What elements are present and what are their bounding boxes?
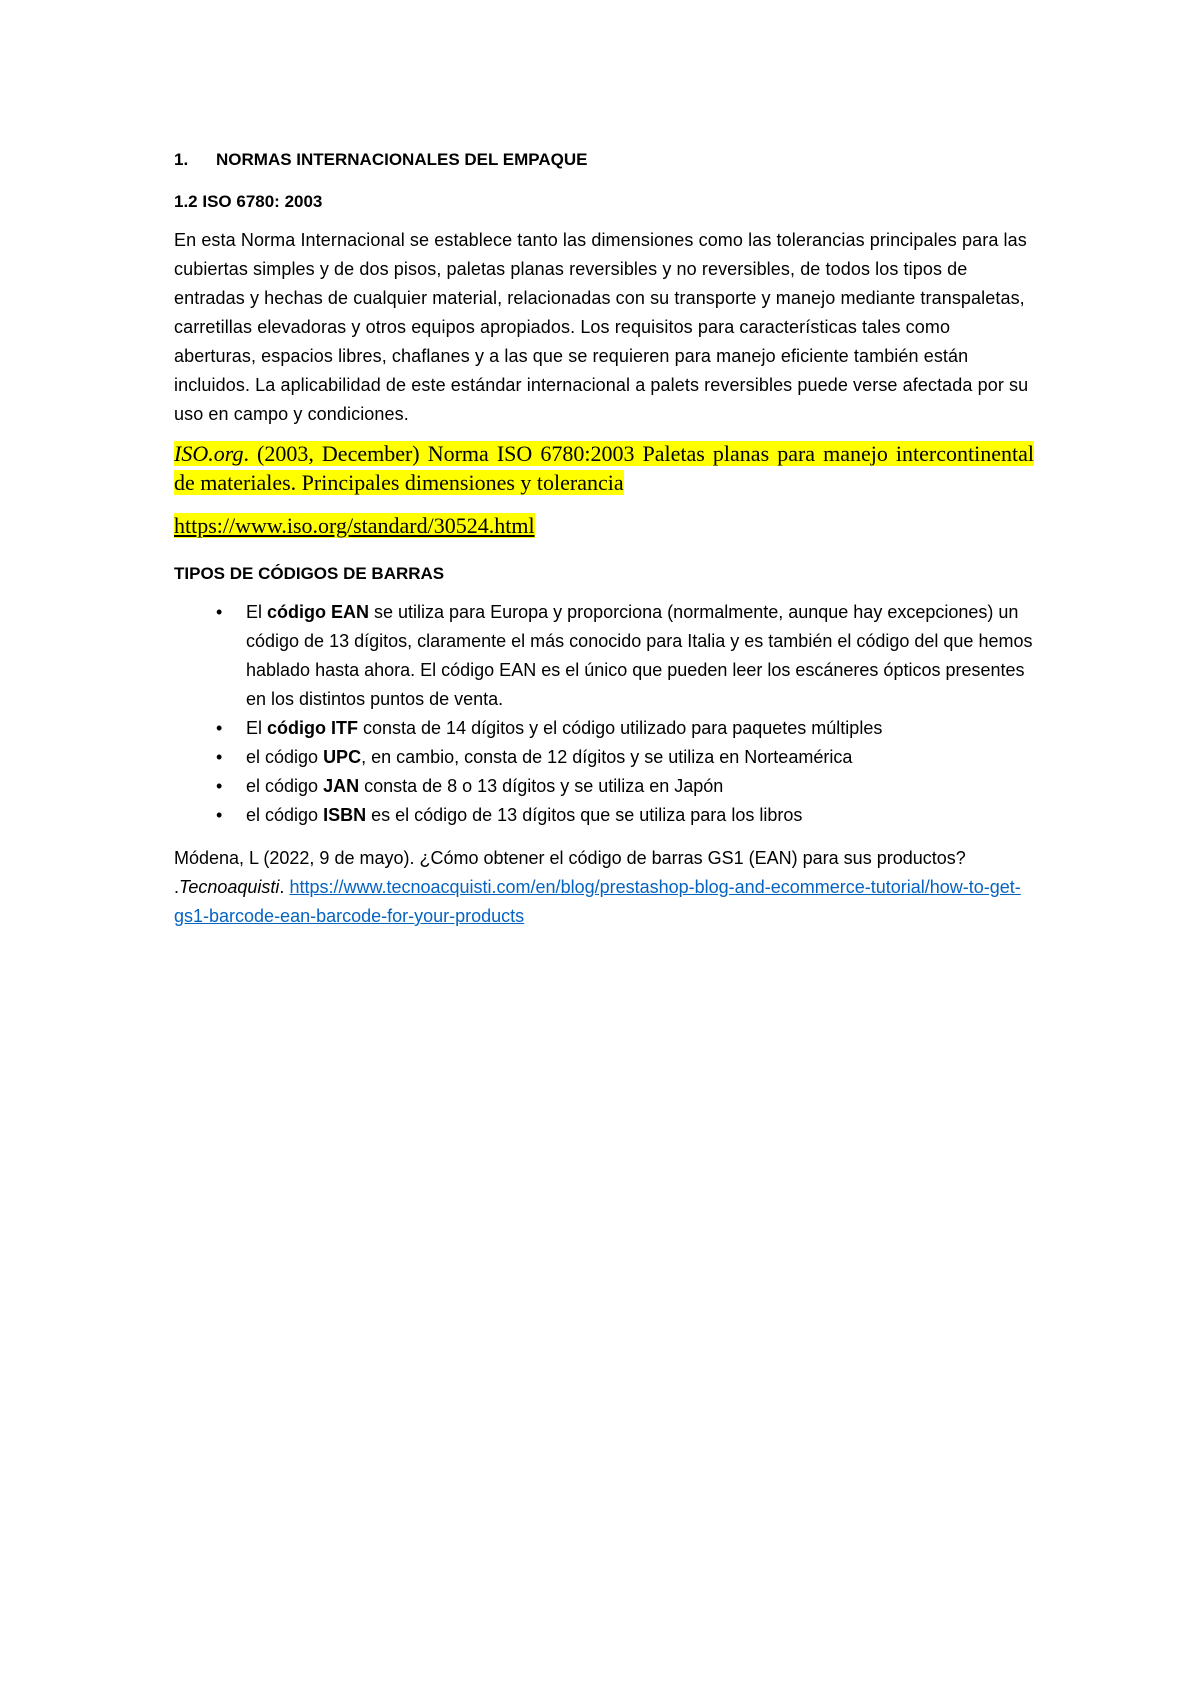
bullet-icon: •	[216, 805, 223, 825]
barcode-section-title: TIPOS DE CÓDIGOS DE BARRAS	[174, 564, 445, 583]
item-text: el código	[246, 776, 324, 796]
item-text: es el código de 13 dígitos que se utiliza para los libros	[366, 805, 803, 825]
bullet-icon: •	[216, 602, 223, 622]
iso-standard-link[interactable]: https://www.iso.org/standard/30524.html	[174, 513, 535, 538]
reference-separator: .	[279, 877, 290, 897]
citation-source: ISO.org	[174, 441, 244, 466]
barcode-types-list	[174, 598, 1034, 830]
item-term: código EAN	[267, 602, 370, 622]
item-text: el código	[246, 805, 324, 825]
item-term: JAN	[323, 776, 360, 796]
citation-text: . (2003, December) Norma ISO 6780:2003 Paletas planas para manejo intercontinental de materiales. Principales dimensiones y tolerancia	[174, 441, 1034, 495]
item-text: consta de 14 dígitos y el código utilizado para paquetes múltiples	[358, 718, 883, 738]
item-term: ISBN	[323, 805, 367, 825]
item-text: se utiliza para Europa y proporciona (normalmente, aunque hay excepciones) un código de 13 dígitos, claramente el más conocido para Italia y es también el código del que hemos hablado hasta ahora. El código EAN es el único que pueden leer los escáneres ópticos presentes en los distintos puntos de venta.	[246, 602, 1033, 709]
reference-publisher: Tecnoaquisti	[179, 877, 280, 897]
bullet-icon: •	[216, 718, 223, 738]
bullet-icon: •	[216, 747, 223, 767]
item-term: UPC	[323, 747, 362, 767]
reference-text: Módena, L (2022, 9 de mayo). ¿Cómo obtener el código de barras GS1 (EAN) para sus productos? .	[174, 848, 966, 897]
item-text: El	[246, 718, 268, 738]
bullet-icon: •	[216, 776, 223, 796]
iso-citation-link-line	[174, 511, 1034, 540]
section-heading-1	[174, 148, 1034, 172]
reference-link[interactable]: https://www.tecnoacquisti.com/en/blog/prestashop-blog-and-ecommerce-tutorial/how-to-get-gs1-barcode-ean-barcode-for-your-products	[174, 877, 1021, 926]
heading-text: NORMAS INTERNACIONALES DEL EMPAQUE	[216, 150, 588, 169]
item-text: El	[246, 602, 268, 622]
item-text: el código	[246, 747, 324, 767]
item-term: código ITF	[267, 718, 358, 738]
document-content	[174, 140, 1034, 931]
list-item	[174, 714, 1034, 743]
heading-number: 1.	[174, 150, 189, 169]
reference-entry	[174, 844, 1034, 931]
subsection-heading: 1.2 ISO 6780: 2003	[174, 192, 323, 211]
iso-citation	[174, 439, 1034, 497]
list-item	[174, 598, 1034, 714]
item-text: , en cambio, consta de 12 dígitos y se utiliza en Norteamérica	[361, 747, 853, 767]
list-item	[174, 801, 1034, 830]
list-item	[174, 772, 1034, 801]
list-item	[174, 743, 1034, 772]
intro-paragraph: En esta Norma Internacional se establece tanto las dimensiones como las tolerancias principales para las cubiertas simples y de dos pisos, paletas planas reversibles y no reversibles, de todos los tipos de entradas y hechas de cualquier material, relacionadas con su transporte y manejo mediante transpaletas, carretillas elevadoras y otros equipos apropiados. Los requisitos para características tales como aberturas, espacios libres, chaflanes y a las que se requieren para manejo eficiente también están incluidos. La aplicabilidad de este estándar internacional a palets reversibles puede verse afectada por su uso en campo y condiciones.	[174, 230, 1029, 424]
item-text: consta de 8 o 13 dígitos y se utiliza en Japón	[359, 776, 724, 796]
